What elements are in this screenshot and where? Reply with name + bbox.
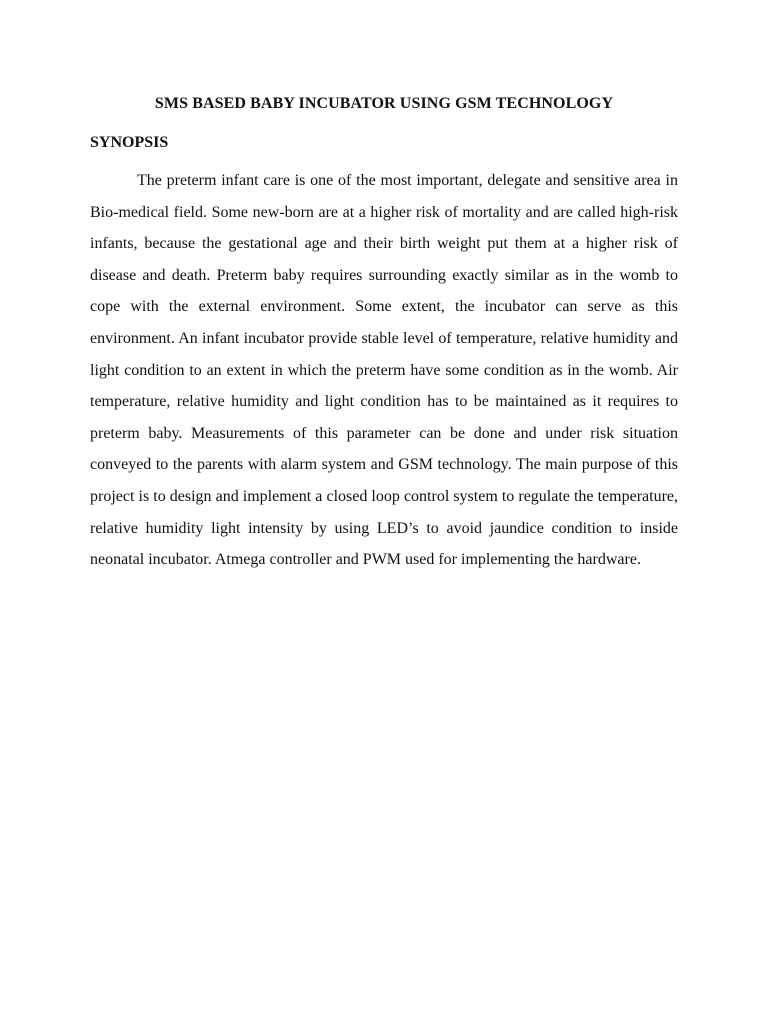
synopsis-paragraph: The preterm infant care is one of the most important, delegate and sensitive area in Bio-medical field. Some new-born are at a higher risk of mortality and are called high-risk infants, because the gestational age and their birth weight put them at a higher risk of disease and death. Preterm baby requires surrounding exactly similar as in the womb to cope with the external environment. Some extent, the incubator can serve as this environment. An infant incubator provide stable level of temperature, relative humidity and light condition to an extent in which the preterm have some condition as in the womb. Air temperature, relative humidity and light condition has to be maintained as it requires to preterm baby. Measurements of this parameter can be done and under risk situation conveyed to the parents with alarm system and GSM technology. The main purpose of this project is to design and implement a closed loop control system to regulate the temperature, relative humidity light intensity by using LED’s to avoid jaundice condition to inside neonatal incubator. Atmega controller and PWM used for implementing the hardware. [90,172,678,569]
document-title: SMS BASED BABY INCUBATOR USING GSM TECHNOLOGY [154,95,614,112]
section-heading-synopsis: SYNOPSIS [90,134,169,151]
